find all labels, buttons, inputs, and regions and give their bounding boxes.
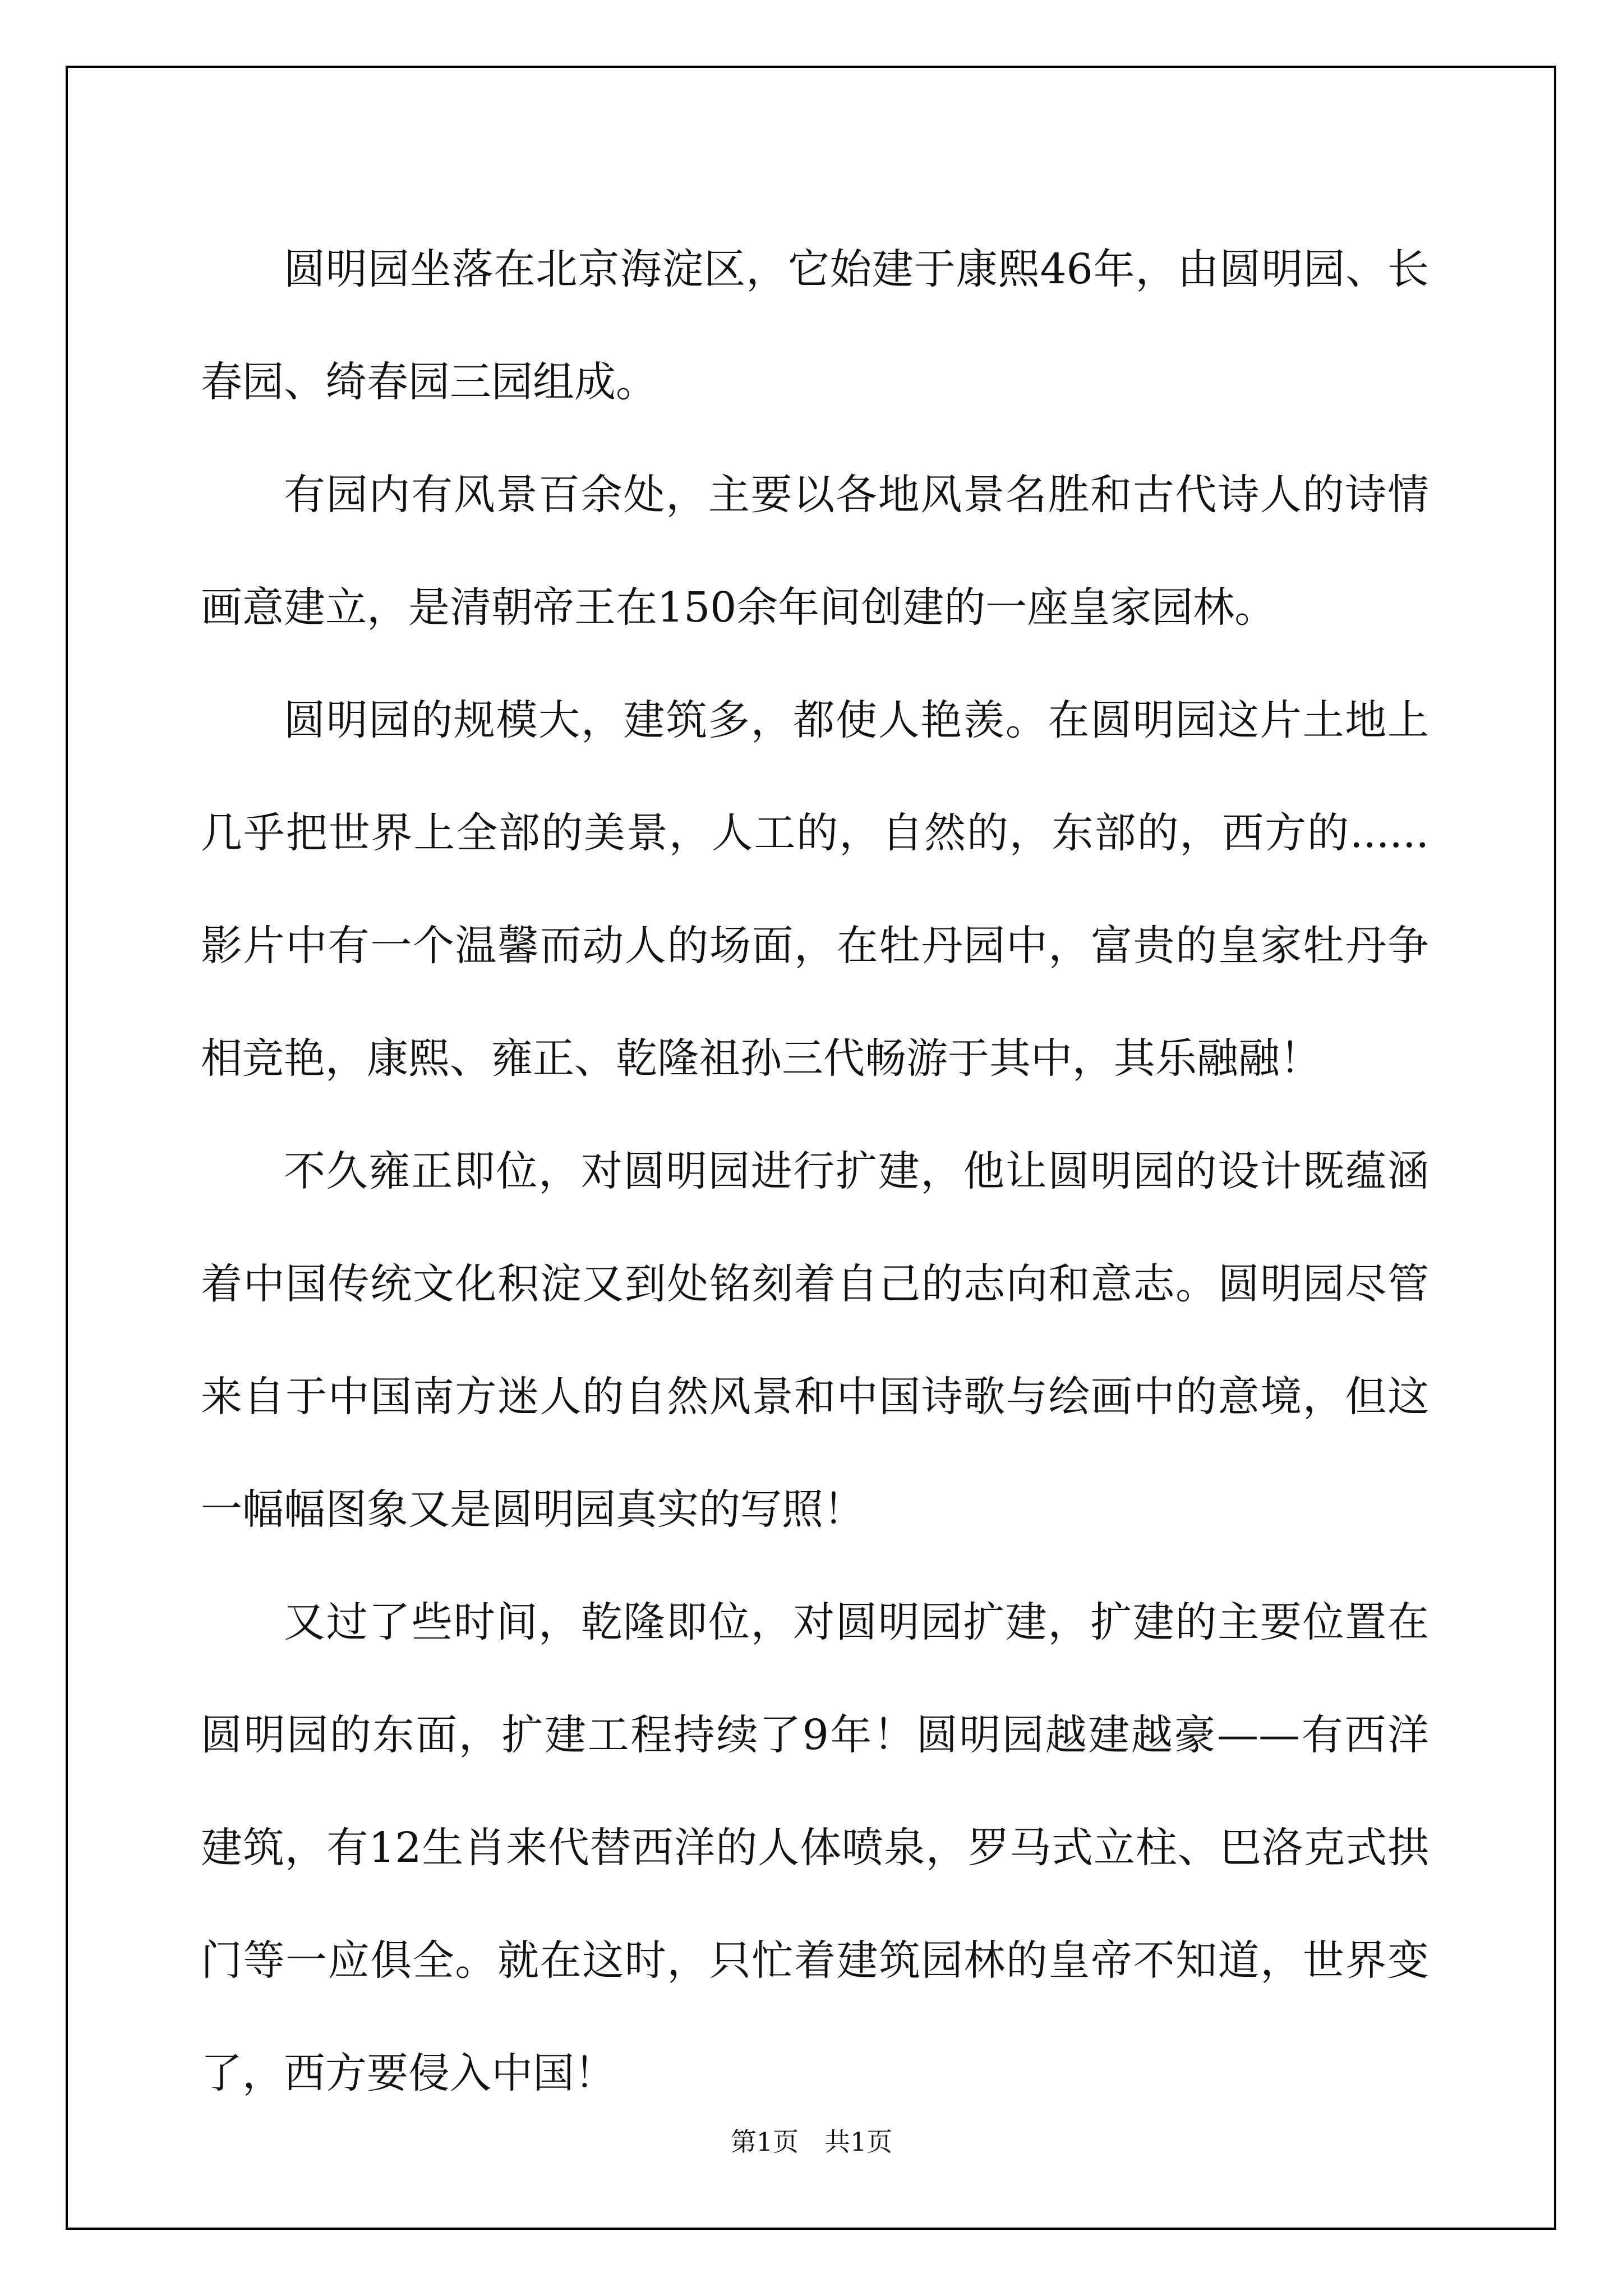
document-body <box>201 213 1429 2130</box>
paragraph-1: 圆明园坐落在北京海淀区，它始建于康熙46年，由圆明园、长春园、绮春园三园组成。 <box>201 245 1429 406</box>
paragraph-2: 有园内有风景百余处，主要以各地风景名胜和古代诗人的诗情画意建立，是清朝帝王在150余年间创建的一座皇家园林。 <box>201 471 1429 632</box>
page-total: 共1页 <box>824 2127 893 2157</box>
paragraph-4: 不久雍正即位，对圆明园进行扩建，他让圆明园的设计既蕴涵着中国传统文化积淀又到处铭刻着自己的志向和意志。圆明园尽管来自于中国南方迷人的自然风景和中国诗歌与绘画中的意境，但这一幅幅图象又是圆明园真实的写照！ <box>201 1147 1429 1534</box>
page-number: 第1页 <box>730 2127 799 2157</box>
page-footer <box>0 2125 1623 2159</box>
paragraph-3: 圆明园的规模大，建筑多，都使人艳羡。在圆明园这片土地上几乎把世界上全部的美景，人工的，自然的，东部的，西方的......影片中有一个温馨而动人的场面，在牡丹园中，富贵的皇家牡丹争相竞艳，康熙、雍正、乾隆祖孙三代畅游于其中，其乐融融！ <box>201 696 1429 1083</box>
paragraph-5: 又过了些时间，乾隆即位，对圆明园扩建，扩建的主要位置在圆明园的东面，扩建工程持续了9年！圆明园越建越豪——有西洋建筑，有12生肖来代替西洋的人体喷泉，罗马式立柱、巴洛克式拱门等一应俱全。就在这时，只忙着建筑园林的皇帝不知道，世界变了，西方要侵入中国！ <box>201 1598 1429 2097</box>
